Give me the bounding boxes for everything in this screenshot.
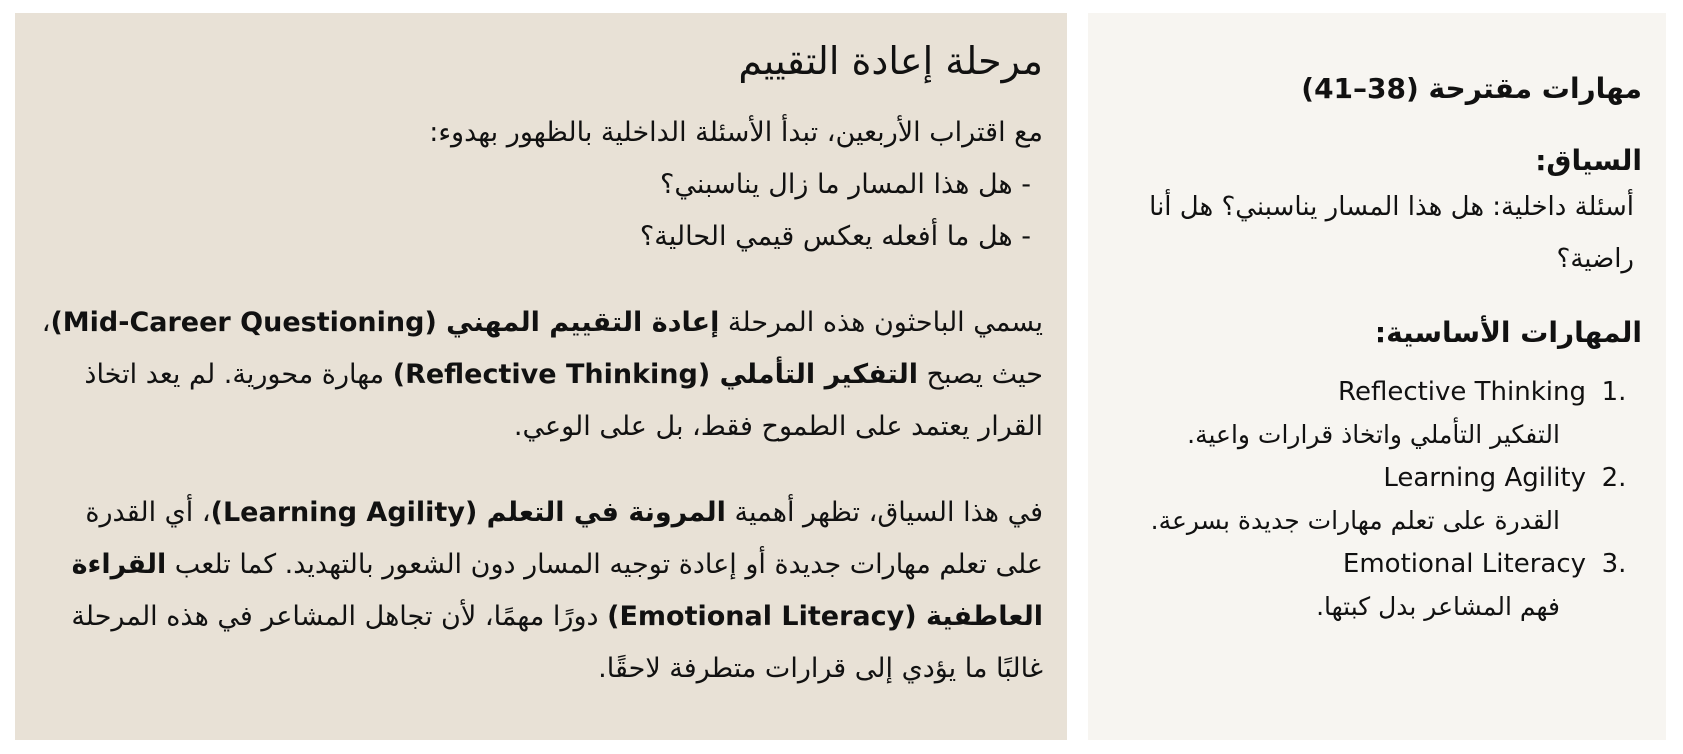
p3-term-emotional: القراءة العاطفية (Emotional Literacy) — [71, 549, 1043, 632]
skill-description: فهم المشاعر بدل كبتها. — [1316, 592, 1560, 621]
context-label: السياق: — [1535, 144, 1642, 177]
skill-item — [1108, 457, 1642, 543]
agility-paragraph — [39, 487, 1043, 695]
p3-term-agility: المرونة في التعلم (Learning Agility) — [210, 497, 726, 528]
p2-term-career: إعادة التقييم المهني (Mid-Career Questioning) — [50, 307, 720, 338]
p2-term-reflective: التفكير التأملي (Reflective Thinking) — [392, 359, 918, 390]
skill-number: 2. — [1601, 463, 1627, 493]
skill-description: القدرة على تعلم مهارات جديدة بسرعة. — [1150, 506, 1560, 535]
skills-list — [1108, 371, 1642, 629]
reflective-paragraph — [39, 297, 1043, 453]
page-title: مرحلة إعادة التقييم — [738, 39, 1043, 83]
p3-text-d: دورًا مهمًا، لأن تجاهل المشاعر في هذه المرحلة غالبًا ما يؤدي إلى قرارات متطرفة لاحقًا. — [71, 601, 1043, 684]
skills-label: المهارات الأساسية: — [1374, 316, 1642, 349]
skill-name: Reflective Thinking — [1338, 377, 1586, 407]
p2-text-c: ، حيث يصبح — [41, 307, 1043, 390]
question-1: - هل هذا المسار ما زال يناسبني؟ — [659, 169, 1031, 200]
skill-number: 3. — [1601, 549, 1627, 579]
skills-sidebar — [1088, 13, 1666, 740]
skill-name: Emotional Literacy — [1342, 549, 1586, 579]
context-text: أسئلة داخلية: هل هذا المسار يناسبني؟ هل أنا راضية؟ — [1149, 192, 1634, 274]
skill-number: 1. — [1601, 377, 1627, 407]
intro-text: مع اقتراب الأربعين، تبدأ الأسئلة الداخلية بالظهور بهدوء: — [429, 117, 1043, 148]
question-2: - هل ما أفعله يعكس قيمي الحالية؟ — [639, 221, 1031, 252]
main-panel — [15, 13, 1067, 740]
skill-description: التفكير التأملي واتخاذ قرارات واعية. — [1187, 420, 1560, 449]
p3-text-c: ، أي القدرة على تعلم مهارات جديدة أو إعادة توجيه المسار دون الشعور بالتهديد. كما تلعب — [85, 497, 1043, 580]
p3-text-a: في هذا السياق، تظهر أهمية — [725, 497, 1043, 528]
p2-text-a: يسمي الباحثون هذه المرحلة — [719, 307, 1043, 338]
skill-name: Learning Agility — [1383, 463, 1586, 493]
intro-paragraph — [39, 107, 1043, 263]
p2-text-d: مهارة محورية. لم يعد اتخاذ القرار يعتمد على الطموح فقط، بل على الوعي. — [84, 359, 1043, 442]
skill-item — [1108, 371, 1642, 457]
skill-item — [1108, 543, 1642, 629]
sidebar-heading: مهارات مقترحة (38–41) — [1301, 72, 1642, 105]
